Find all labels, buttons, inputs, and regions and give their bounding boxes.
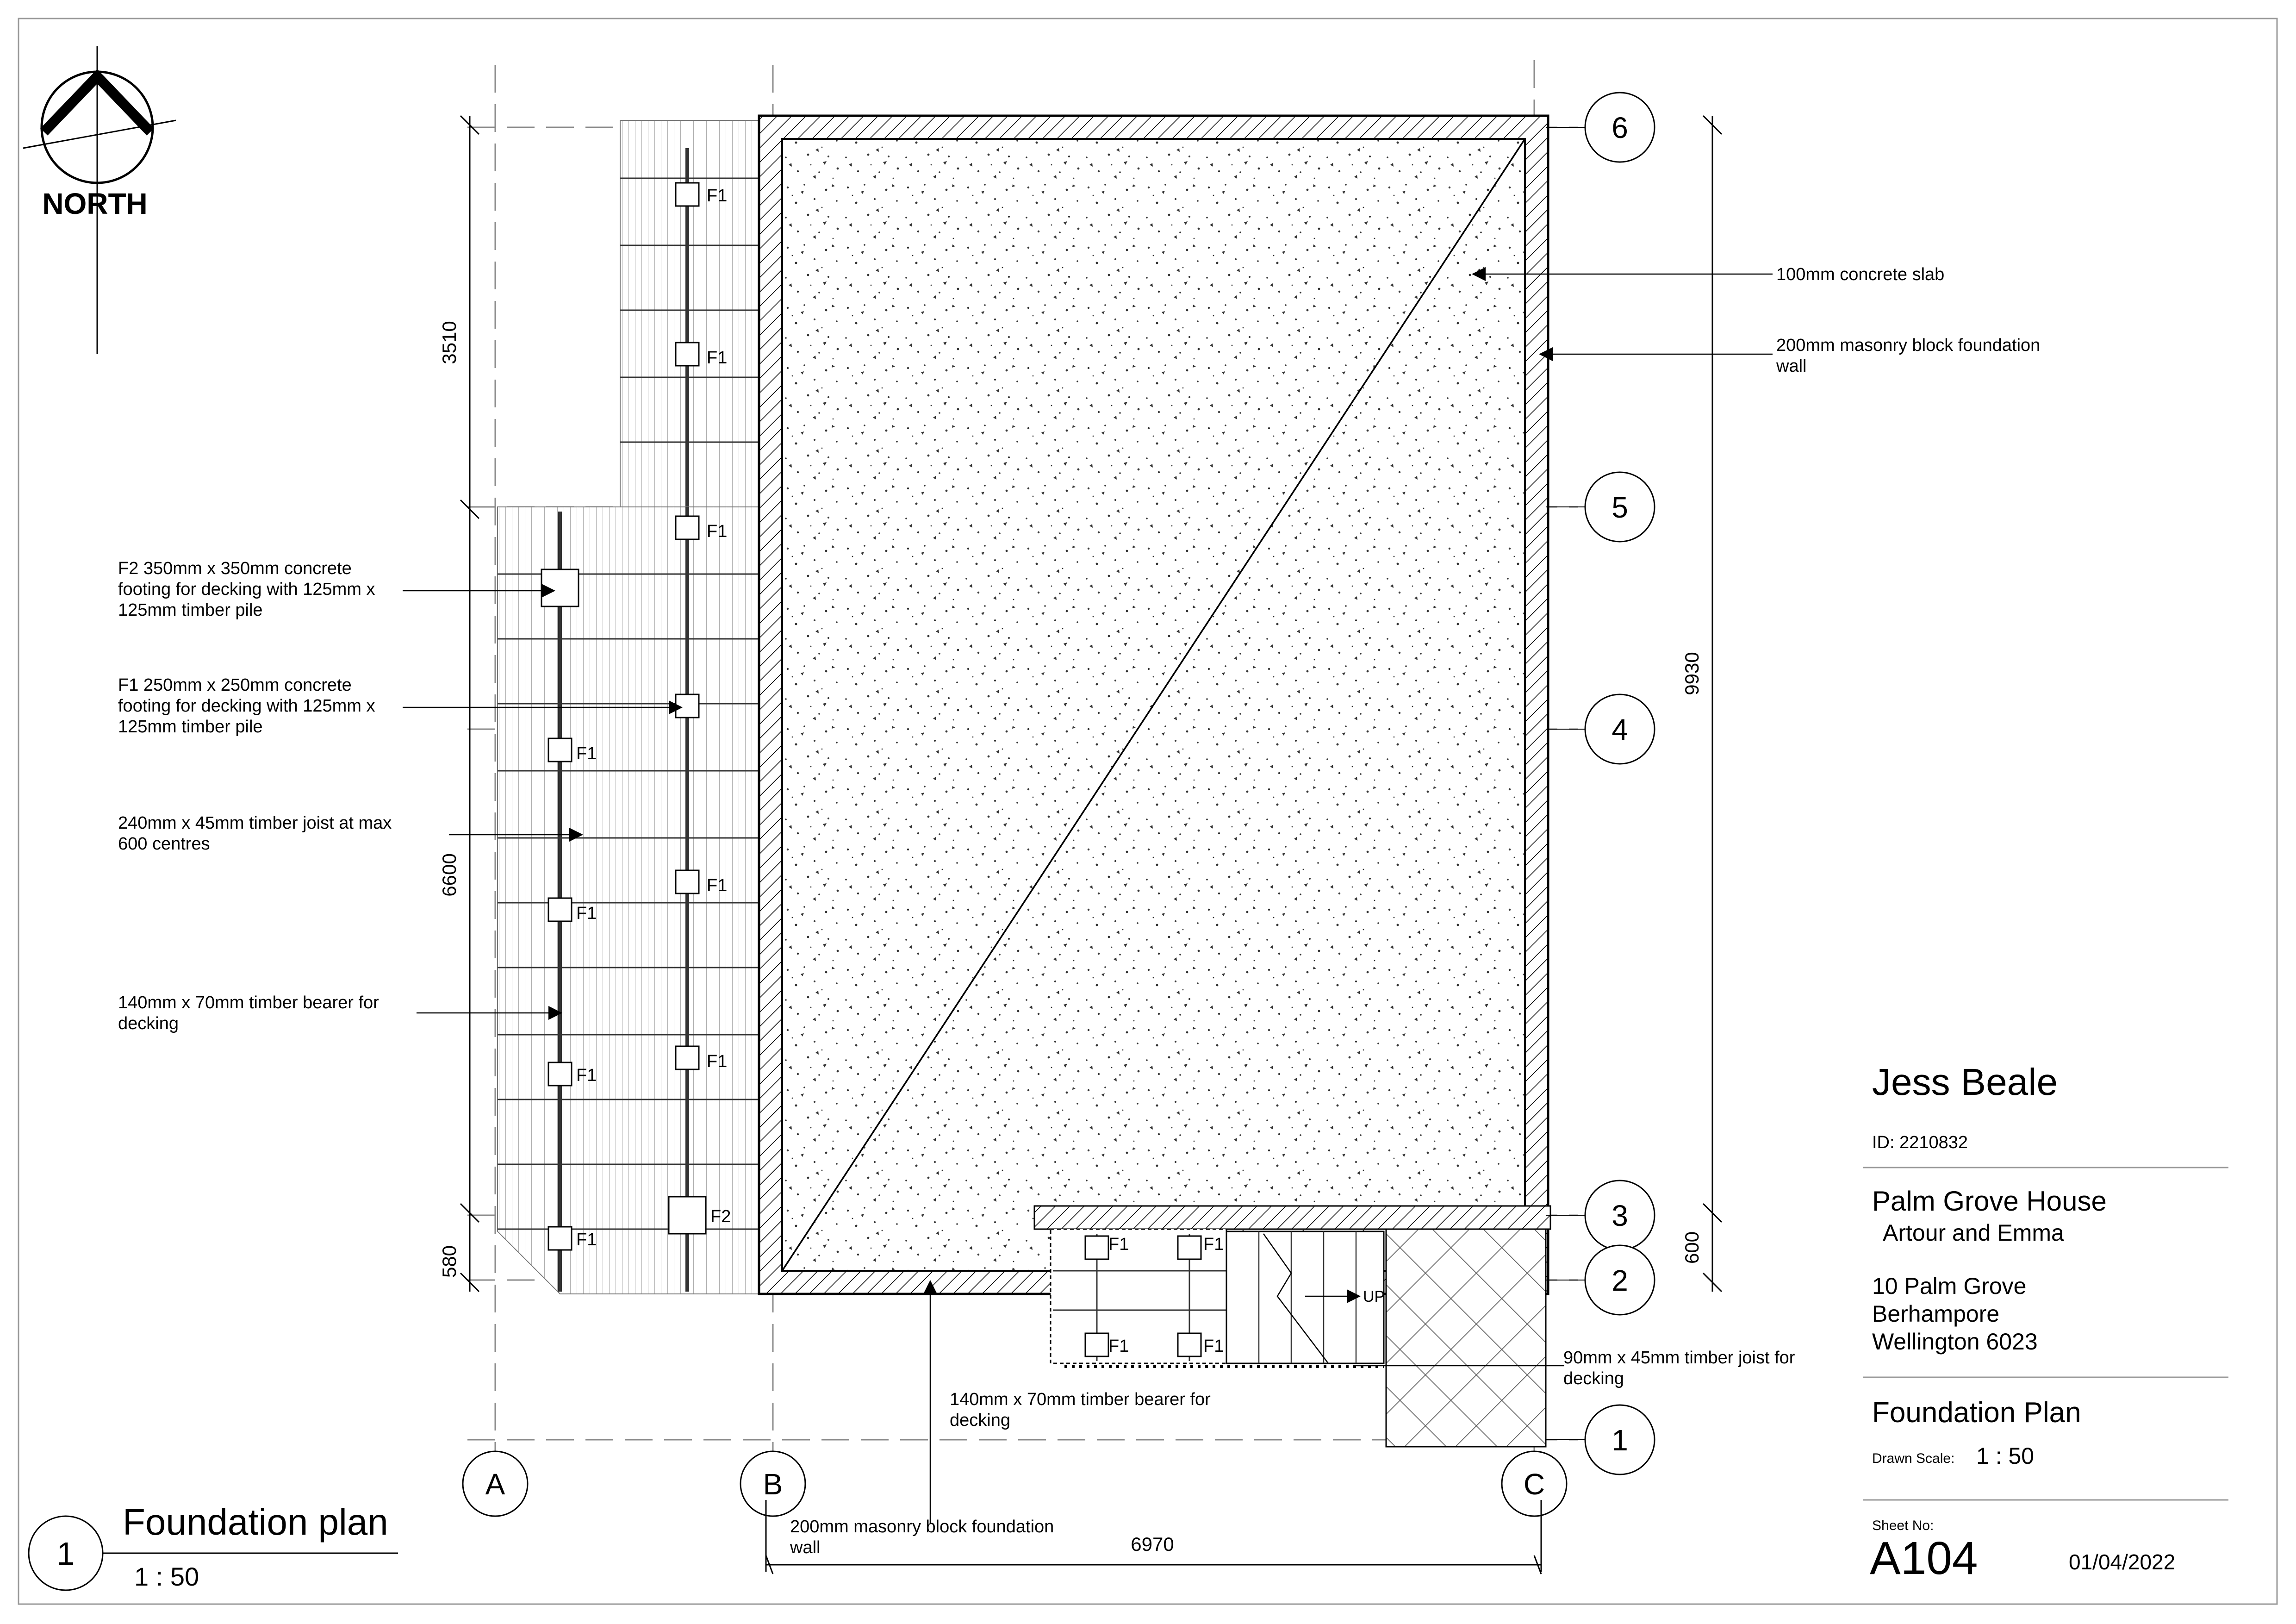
- note-concrete-slab: 100mm concrete slab: [1776, 265, 1945, 284]
- footing-tag: F1: [707, 522, 728, 541]
- grid-bubble-6: 6: [1612, 111, 1628, 144]
- grid-bubble-c: C: [1523, 1468, 1545, 1501]
- student-id: ID: 2210832: [1872, 1133, 1968, 1152]
- sheet-no-label: Sheet No:: [1872, 1518, 1934, 1533]
- grid-bubble-3: 3: [1612, 1199, 1628, 1232]
- note-bearer-bottom-1: 140mm x 70mm timber bearer for: [950, 1390, 1211, 1409]
- note-footing-f1-1: F1 250mm x 250mm concrete: [118, 675, 352, 695]
- address-line-2: Berhampore: [1872, 1301, 2000, 1327]
- footing-tag: F1: [1108, 1235, 1129, 1254]
- dim-580: 580: [438, 1245, 460, 1278]
- sheet-number: A104: [1870, 1532, 1978, 1584]
- concrete-slab: [759, 116, 1548, 1294]
- footing-tag: F1: [576, 1066, 597, 1085]
- note-footing-f1-3: 125mm timber pile: [118, 717, 263, 737]
- note-bearer-left-1: 140mm x 70mm timber bearer for: [118, 993, 379, 1012]
- grid-bubble-2: 2: [1612, 1264, 1628, 1297]
- footing-tag: F1: [576, 904, 597, 923]
- drawn-scale-value: 1 : 50: [1976, 1443, 2035, 1469]
- note-masonry-bottom-2: wall: [790, 1538, 821, 1557]
- note-joist-240-2: 600 centres: [118, 834, 210, 854]
- footing-tag: F1: [1108, 1337, 1129, 1356]
- view-scale: 1 : 50: [134, 1562, 199, 1591]
- footing-tag: F1: [707, 1052, 728, 1071]
- north-label: NORTH: [42, 187, 148, 220]
- footing-tag: F1: [1203, 1235, 1224, 1254]
- dim-9930: 9930: [1681, 652, 1703, 695]
- note-masonry-right-1: 200mm masonry block foundation: [1776, 336, 2041, 355]
- landing-paving: [1386, 1229, 1546, 1447]
- address-line-1: 10 Palm Grove: [1872, 1273, 2027, 1299]
- upper-decking: [620, 120, 759, 507]
- footing-tag: F1: [576, 1230, 597, 1249]
- footing-tag: F1: [707, 348, 728, 368]
- dim-600: 600: [1681, 1231, 1703, 1264]
- footing-tag: F1: [707, 186, 728, 206]
- note-footing-f2-1: F2 350mm x 350mm concrete: [118, 559, 352, 578]
- address-line-3: Wellington 6023: [1872, 1329, 2038, 1355]
- footing-tag: F1: [576, 744, 597, 763]
- grid-bubble-b: B: [763, 1468, 783, 1501]
- note-footing-f1-2: footing for decking with 125mm x: [118, 696, 375, 716]
- note-bearer-bottom-2: decking: [950, 1411, 1010, 1430]
- dim-3510: 3510: [438, 321, 460, 364]
- title-block: [1863, 1061, 2228, 1584]
- grid-bubble-a: A: [485, 1468, 505, 1501]
- drawing-date: 01/04/2022: [2069, 1550, 2176, 1574]
- note-bearer-left-2: decking: [118, 1014, 179, 1033]
- note-footing-f2-3: 125mm timber pile: [118, 600, 263, 620]
- left-decking: [498, 507, 759, 1294]
- drawn-scale-label: Drawn Scale:: [1872, 1451, 1955, 1466]
- student-name: Jess Beale: [1872, 1061, 2058, 1103]
- grid-bubble-5: 5: [1612, 491, 1628, 524]
- stair-up-label: UP: [1363, 1288, 1385, 1305]
- note-masonry-bottom-1: 200mm masonry block foundation: [790, 1517, 1054, 1537]
- note-joist-90-1: 90mm x 45mm timber joist for: [1563, 1348, 1795, 1368]
- dim-6600: 6600: [438, 853, 460, 897]
- note-joist-90-2: decking: [1563, 1369, 1624, 1388]
- note-footing-f2-2: footing for decking with 125mm x: [118, 580, 375, 599]
- footing-tag: F2: [710, 1207, 731, 1226]
- dim-6970: 6970: [1131, 1533, 1174, 1555]
- grid-bubble-1: 1: [1612, 1424, 1628, 1457]
- north-arrow: [23, 46, 176, 354]
- client-names: Artour and Emma: [1883, 1220, 2064, 1246]
- drawing-title: Foundation Plan: [1872, 1397, 2081, 1429]
- view-title: [29, 1501, 398, 1591]
- project-name: Palm Grove House: [1872, 1186, 2107, 1217]
- note-masonry-right-2: wall: [1776, 356, 1807, 376]
- footing-tag: F1: [1203, 1337, 1224, 1356]
- view-number: 1: [56, 1536, 75, 1572]
- footing-tag: F1: [707, 876, 728, 895]
- note-joist-240-1: 240mm x 45mm timber joist at max: [118, 813, 392, 833]
- view-title-text: Foundation plan: [123, 1501, 388, 1543]
- grid-bubble-4: 4: [1612, 713, 1628, 746]
